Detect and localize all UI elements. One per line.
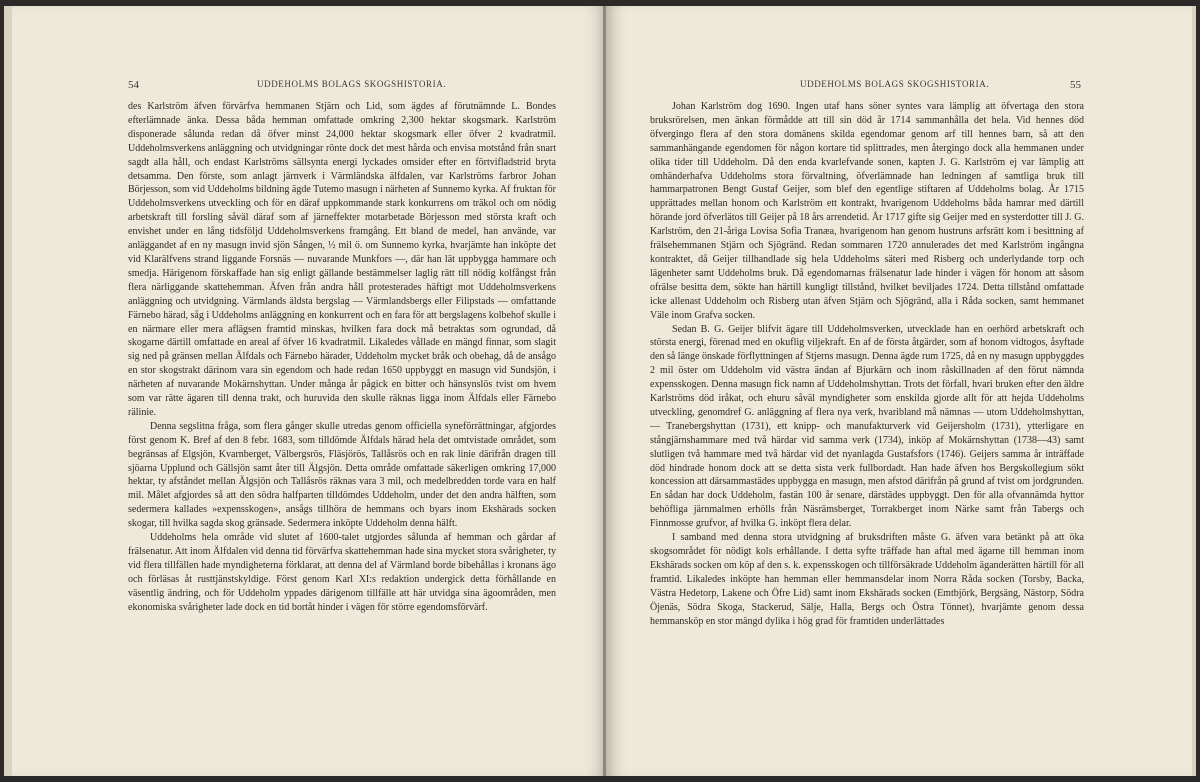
right-running-head: UDDEHOLMS BOLAGS SKOGSHISTORIA. (800, 79, 990, 89)
left-page-number: 54 (128, 79, 139, 91)
paragraph: Sedan B. G. Geijer blifvit ägare till Uddeholmsverken, utvecklade han en oerhörd arbetskraft och största energi, förenad med en okuflig viljekraft. En af de första åtgärder, som af honom vidtogos, åsyftade den så länge önskade förflyttningen af Stjerns masugn. Denna ägde rum 1725, då en ny masugn uppbyggdes 2 mil öster om Uddeholm vid västra ändan af Bjurkärn och inom råskillnaden af den förut nämnda expensskogen. Denna masugn fick namn af Uddeholmshyttan. Trots det förfall, hvari bruken efter den äldre Karlströms död iråkat, och ehuru såväl myndigheter som enskilda gjorde allt för att hejda Uddeholms utveckling, genomdref G. anläggning af flera nya verk, hvaribland må nämnas — utom Uddeholmshyttan, — Tranebergshyttan (1731), ett knipp- och manufakturverk vid Geijersholm (1731), ytterligare en stångjärnshammare med två härdar vid samma verk (1734), inköp af Mokärnshyttan (1738—43) samt slutligen två hammare med två härdar vid det nyanlagda Gustafsfors (1746). Geijers samma år inträffade död hindrade honom dock att se detta sista verk fullbordadt. Han hade äfven hos Bergskollegium sökt koncession att därsammastädes uppbygga en masugn, men afstod därifrån på grund af tvist om jordgrunden. En sådan har dock Uddeholm, fastän 100 år senare, därstädes uppbyggt. Den för alla ofvannämda hyttor behöfliga järnmalmen erhölls från Näsrämsberget, Torrakberget inom Närke samt från Tabergs och Finnmosse grufvor, af hvilka G. inköpt flera delar. (650, 323, 1084, 530)
paragraph: Johan Karlström dog 1690. Ingen utaf hans söner syntes vara lämplig att öfvertaga den stora bruksrörelsen, men änkan förmådde att till sin död år 1714 sammanhålla det hela. Vid hennes död öfvergingo flera af den stora domänens skilda egendomar genom arf till hennes barn, så att den sammanhängande egendomen för någon kortare tid splittrades, men återgingo dock alla hemmanen under olika tider till Uddeholm. Då den enda kvarlefvande sonen, kapten J. G. Karlström ej var lämplig att omhänderhafva Uddeholms stora förvaltning, öfverlämnade han ledningen af samtliga bruk till hammarpatronen Bengt Gustaf Geijer, som blef den egentlige stiftaren af Uddeholms bolag. År 1715 upprättades mellan honom och Karlström ett kontrakt, hvarigenom Uddeholms båda hamrar med därtill hörande jord öfverlätos till Geijer på 18 års arrendetid. År 1717 gifte sig Geijer med en systerdotter till J. G. Karlström, den 21-åriga Lovisa Sofia Tranæa, hvarigenom han genom hustruns arfsrätt kom i besittning af frälsehemmanen Stjärn och Sjögränd. Redan sommaren 1720 annulerades det med Karlström ingångna kontraktet, då Geijer tillhandlade sig hela Uddeholms säteri med Risberg och underlydande torp och lägenheter samt Uddeholms bruk. Då egendomarnas frälsenatur lade hinder i vägen för honom att såsom ofrälse besitta dem, sökte han härtill kungligt tillstånd, hvilket beviljades 1724. Detta tillstånd omfattade icke allenast Uddeholm och Risberg utan äfven Stjärn och Sjögränd, alla i Råda socken, samt hemmanet Väle inom Grafva socken. (650, 101, 1084, 321)
right-page (606, 6, 1192, 776)
right-page-number: 55 (1070, 79, 1081, 91)
paragraph: I samband med denna stora utvidgning af bruksdriften måste G. äfven vara betänkt på att öka skogsområdet för nödigt kols erhållande. I detta syfte träffade han aftal med ägarne till hemman inom Ekshärads socken om köp af den s. k. expensskogen och tillförsäkrade Uddeholm äganderätten härtill för all framtid. Likaledes inköpte han hemman eller hemmansdelar inom Norra Råda socken (Torsby, Backa, Västra Hedetorp, Lakene och Öfre Lid) samt inom Ekshärads socken (Emtbjörk, Bergsäng, Nästorp, Södra Öjenäs, Södra Skoga, Stackerud, Sälje, Halla, Bergs och Östra Tönnet), hvarjämte genom dessa hemmansköp en stor mängd dylika i hög grad för framtiden underlättades (650, 532, 1084, 627)
left-page (12, 6, 606, 776)
right-body-text (650, 100, 1084, 628)
left-body-text (128, 100, 556, 615)
paragraph: des Karlström äfven förvärfva hemmanen Stjärn och Lid, som ägdes af förutnämnde L. Bondes efterlämnade änka. Dessa båda hemman omfattade omkring 2,300 hektar skogsmark. Karlström disponerade sålunda redan då öfver minst 24,000 hektar skogsmark eller öfver 2 kvadratmil. Uddeholmsverkens anläggning och utvidgningar rönte dock det mest hårda och envisa motstånd från snart sagdt alla håll, och endast Karlströms sällsynta energi lyckades omsider efter en förtvifladstrid bryta detsamma. Den förste, som anlagt järnverk i Värmländska älfdalen, var Karlströms farbror Johan Börjesson, som vid Uddeholms bildning ägde Tutemo masugn i närheten af Sunnemo kyrka. Af fruktan för Uddeholmsverkens utveckling och för en däraf uppkommande stark konkurrens om träkol och om nödig arbetskraft till forsling såväl däraf som af järneffekter motarbetade Börjesson med största kraft och envishet under en lång tidsföljd Uddeholmsverkens framgång. Ett bland de medel, han använde, var anläggandet af en ny masugn invid sjön Sången, ½ mil ö. om Sunnemo kyrka, hvarjämte han inköpte det vid Klarälfvens strand liggande Forsnäs — nuvarande Munkfors —, där han lät uppbygga hammare och smedja. Härigenom förskaffade han sig enligt gällande bestämmelser laglig rätt till nödig kolfångst från flera närliggande skattehemman. Äfven från andra håll protesterades häftigt mot Uddeholmsverkens anläggning och utvidgning. Värmlands äldsta bergslag — Värmlandsbergs eller Filipstads — omfattande Färnebo härad, såg i Uddeholms anläggning en konkurrent och en fara för att bergslagens kolbehof skulle i en närmare eller mera aflägsen framtid minskas, hvilken fara dock må betraktas som ogrundad, då skogarne därtill omfattade en areal af öfver 16 kvadratmil. Likaledes vållade en mängd finnar, som slagit sig ned på gränsen mellan Älfdals och Färnebo härader, Uddeholm mycket bråk och obehag, då de ansågo en stor skogstrakt därinom vara sin egendom och hade redan 1650 uppbyggt en masugn vid Sundsjön, i närheten af nuvarande Mokärnshyttan. Under många år pågick en bitter och hänsynslös tvist om hvem som var rätte ägaren till denna trakt, och huruvida den skulle räknas ligga inom Älfdals eller Färnebo rälinie. (128, 101, 557, 418)
paragraph: Denna segslitna fråga, som flera gånger skulle utredas genom officiella syneförrättningar, afgjordes först genom K. Bref af den 8 febr. 1683, som tilldömde Älfdals härad hela det omtvistade området, som begränsas af Elgsjön, Kvarnberget, Välbergsrös, Fläsjörös, Tallåsrös och en rak linie därifrån dragen till sjöarna Upplund och Gällsjön samt åter till Älgsjön. Detta område omfattade säkerligen omkring 17,000 hektar, ty afståndet mellan Älgsjön och Tallåsrös räknas vara 3 mil, och medelbredden torde vara en half mil. Målet afgjordes så att den södra halfparten tilldömdes Uddeholm, under det den andra hälften, som sedermera kallades »expensskogen», ansågs tillhöra de hemmans och byars inom Ekshärads socken skogar, till hvilka sagda skog gränsade. Sedermera inköpte Uddeholm denna hälft. (128, 420, 556, 530)
paragraph: Uddeholms hela område vid slutet af 1600-talet utgjordes sålunda af hemman och gårdar af frälsenatur. Att inom Älfdalen vid denna tid förvärfva skattehemman hade sina mycket stora svårigheter, ty vid flera tillfällen hade myndigheterna förklarat, att denna del af Värmland borde bibehållas i kronans ägo och förläsas åt rusttjänstskyldige. Först genom Karl XI:s redaktion undergick detta förhållande en väsentlig ändring, och för Uddeholm yppades därigenom tillfälle att här utvidga sina ägoområden, men ekonomiska svårigheter lade dock en tid bortåt hinder i vägen för större egendomsförvärf. (128, 532, 556, 613)
left-running-head: UDDEHOLMS BOLAGS SKOGSHISTORIA. (257, 79, 447, 89)
